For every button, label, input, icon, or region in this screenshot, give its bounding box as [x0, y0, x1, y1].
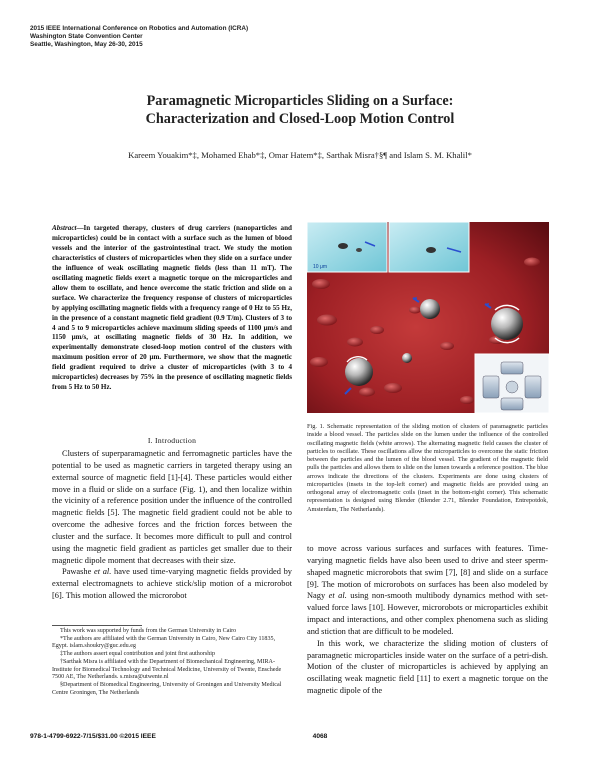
conference-date: Seattle, Washington, May 26-30, 2015: [30, 41, 143, 48]
footnotes: [52, 628, 292, 697]
page-number: 4068: [312, 733, 328, 740]
coil-system-inset: [475, 354, 549, 413]
footnote-affiliation-guc: *The authors are affiliated with the German University in Cairo, New Cairo City 11835, Egypt. islam.shoukry@guc.edu.eg: [52, 635, 276, 650]
right-p1-text: to move across various surfaces and surfaces with features. Time-varying magnetic fields have also been used to drive and steer sperm-shaped magnetic microrobots that swim [7], [8] and slide on a surface [9]. The motion of microrobots on surfaces has been also modeled by Nagy: [307, 544, 548, 601]
right-paragraph-continued: [307, 543, 548, 638]
conference-venue: Washington State Convention Center: [30, 33, 143, 40]
author-list: Kareem Youakim*‡, Mohamed Ehab*‡, Omar Hatem*‡, Sarthak Misra†§¶ and Islam S. M. Khalil*: [128, 150, 472, 160]
abstract-text: —In targeted therapy, clusters of drug carriers (nanoparticles and microparticles) could be in contact with a surface such as the lumen of blood vessels and the interior of the gastrointestinal tract. We study the motion characteristics of clusters of microparticles when they slide on a surface under the influence of weak oscillating magnetic fields (less than 11 mT). The oscillating magnetic fields exert a magnetic torque on the microparticles and allow them to oscillate, and hence overcome the static friction and slide on a surface. We characterize the frequency response of clusters of microparticles by applying oscillating magnetic fields with a frequency range of 0 Hz to 55 Hz, in the presence of a constant magnetic field gradient (0.9 T/m). Clusters of 3 to 4 and 5 to 9 microparticles achieve maximum sliding speeds of 1100 μm/s and 1150 μm/s, at oscillating magnetic fields of 30 Hz. In addition, we experimentally demonstrate closed-loop motion control of the clusters with maximum position error of 20 μm. Furthermore, we show that the magnetic field gradient required to drive a cluster of microparticles (with 3 to 4 microparticles) decreases by 75% in the presence of oscillating magnetic fields from 5 Hz to 50 Hz.: [52, 224, 292, 392]
footnote-divider: [52, 625, 142, 626]
isbn-copyright: 978-1-4799-6922-7/15/$31.00 ©2015 IEEE: [30, 733, 156, 740]
figure-1-caption: Fig. 1. Schematic representation of the sliding motion of clusters of paramagnetic particles inside a blood vessel. The particles slide on the lumen under the influence of the controlled oscillating magnetic fields (white arrows). The alternating magnetic field causes the cluster of particles to oscillate. These oscillations allow the microparticles to overcome the static friction between the particles and the lumen of the blood vessel. The gradient of the magnetic field pulls the particles and allows them to slide on the lumen towards a reference position. The blue arrows indicate the directions of the clusters. Experiments are done using clusters of microparticles (insets in the top-left corner) and magnetic fields are provided using an orthogonal array of electromagnetic coils (inset in the bottom-right corner). This schematic representation is designed using Blender (Blender 2.71, Blender Foundation, Entrepotdok, Amsterdam, The Netherlands).: [307, 423, 548, 513]
particle-cluster-bottom-mid: [402, 353, 412, 363]
intro-p2-em: et al.: [94, 567, 112, 577]
footnote-affiliation-twente: †Sarthak Misra is affiliated with the Department of Biomechanical Engineering, MIRA-Institute for Biomedical Technology and Technical Medicine, University of Twente, Enschede 7500 AE, The Netherlands. s.misra@utwente.nl: [52, 658, 282, 681]
intro-p2-pre: Pawashe: [62, 567, 94, 577]
right-column-body: [307, 543, 548, 697]
right-paragraph-2: In this work, we characterize the sliding motion of clusters of paramagnetic microparticles inside water on the surface of a petri-dish. Motion of the cluster of microparticles is achieved by applying an oscillating weak magnetic field [11] to exert a magnetic torque on the magnetic dipole of the: [307, 638, 548, 696]
footnote-affiliation-groningen: §Department of Biomedical Engineering, University of Groningen and University Medical Centre Groningen, The Netherlands: [52, 681, 282, 696]
microscope-inset-1: [307, 222, 387, 272]
right-p1-post: using non-smooth multibody dynamics method with set-valued force laws [10]. However, microrobots or microparticles exhibit impact and interactions, and other complex phenomena such as sliding and stiction that are difficult to be modeled.: [307, 591, 549, 636]
abstract-label: Abstract: [52, 224, 77, 232]
microscope-inset-2: [389, 222, 469, 272]
title-line-2: Characterization and Closed-Loop Motion Control: [145, 111, 455, 127]
right-p1-em: et al.: [328, 591, 347, 601]
abstract: [52, 224, 292, 393]
title-line-1: Paramagnetic Microparticles Sliding on a Surface:: [146, 93, 454, 109]
inset-scale-bar: 10 μm: [313, 264, 327, 270]
footnote-funding: This work was supported by funds from the German University in Cairo: [60, 628, 237, 634]
introduction-body: [52, 448, 292, 602]
section-heading-introduction: I. Introduction: [147, 436, 197, 445]
figure-1-illustration: [307, 222, 549, 413]
conference-name: 2015 IEEE International Conference on Robotics and Automation (ICRA): [30, 25, 249, 32]
intro-p2-post: have used time-varying magnetic fields provided by external electromagnets to achieve stick/slip motion of a microrobot [6]. This motion allowed the microrobot: [52, 567, 292, 601]
conference-header: [30, 25, 370, 49]
figure-1: [307, 222, 549, 413]
intro-paragraph-1: Clusters of superparamagnetic and ferromagnetic particles have the potential to be used as magnetic carriers in targeted therapy using an external source of magnetic field [1]-[4]. These particles would either move in a fluid or slide on a surface (Fig. 1), and then localize within the vicinity of a reference position under the influence of the controlled magnetic fields [5]. The magnetic field gradient could not be able to overcome the adhesive forces and the friction forces between the cluster and the surface. It becomes more difficult to pull and control using the magnetic field gradient as particles get smaller due to their magnetic dipole moment that decreases with their size.: [52, 449, 292, 565]
intro-paragraph-2: [52, 566, 292, 602]
footnote-equal-contribution: ‡The authors assert equal contribution and joint first authorship: [60, 651, 216, 658]
paper-title: [40, 92, 560, 128]
